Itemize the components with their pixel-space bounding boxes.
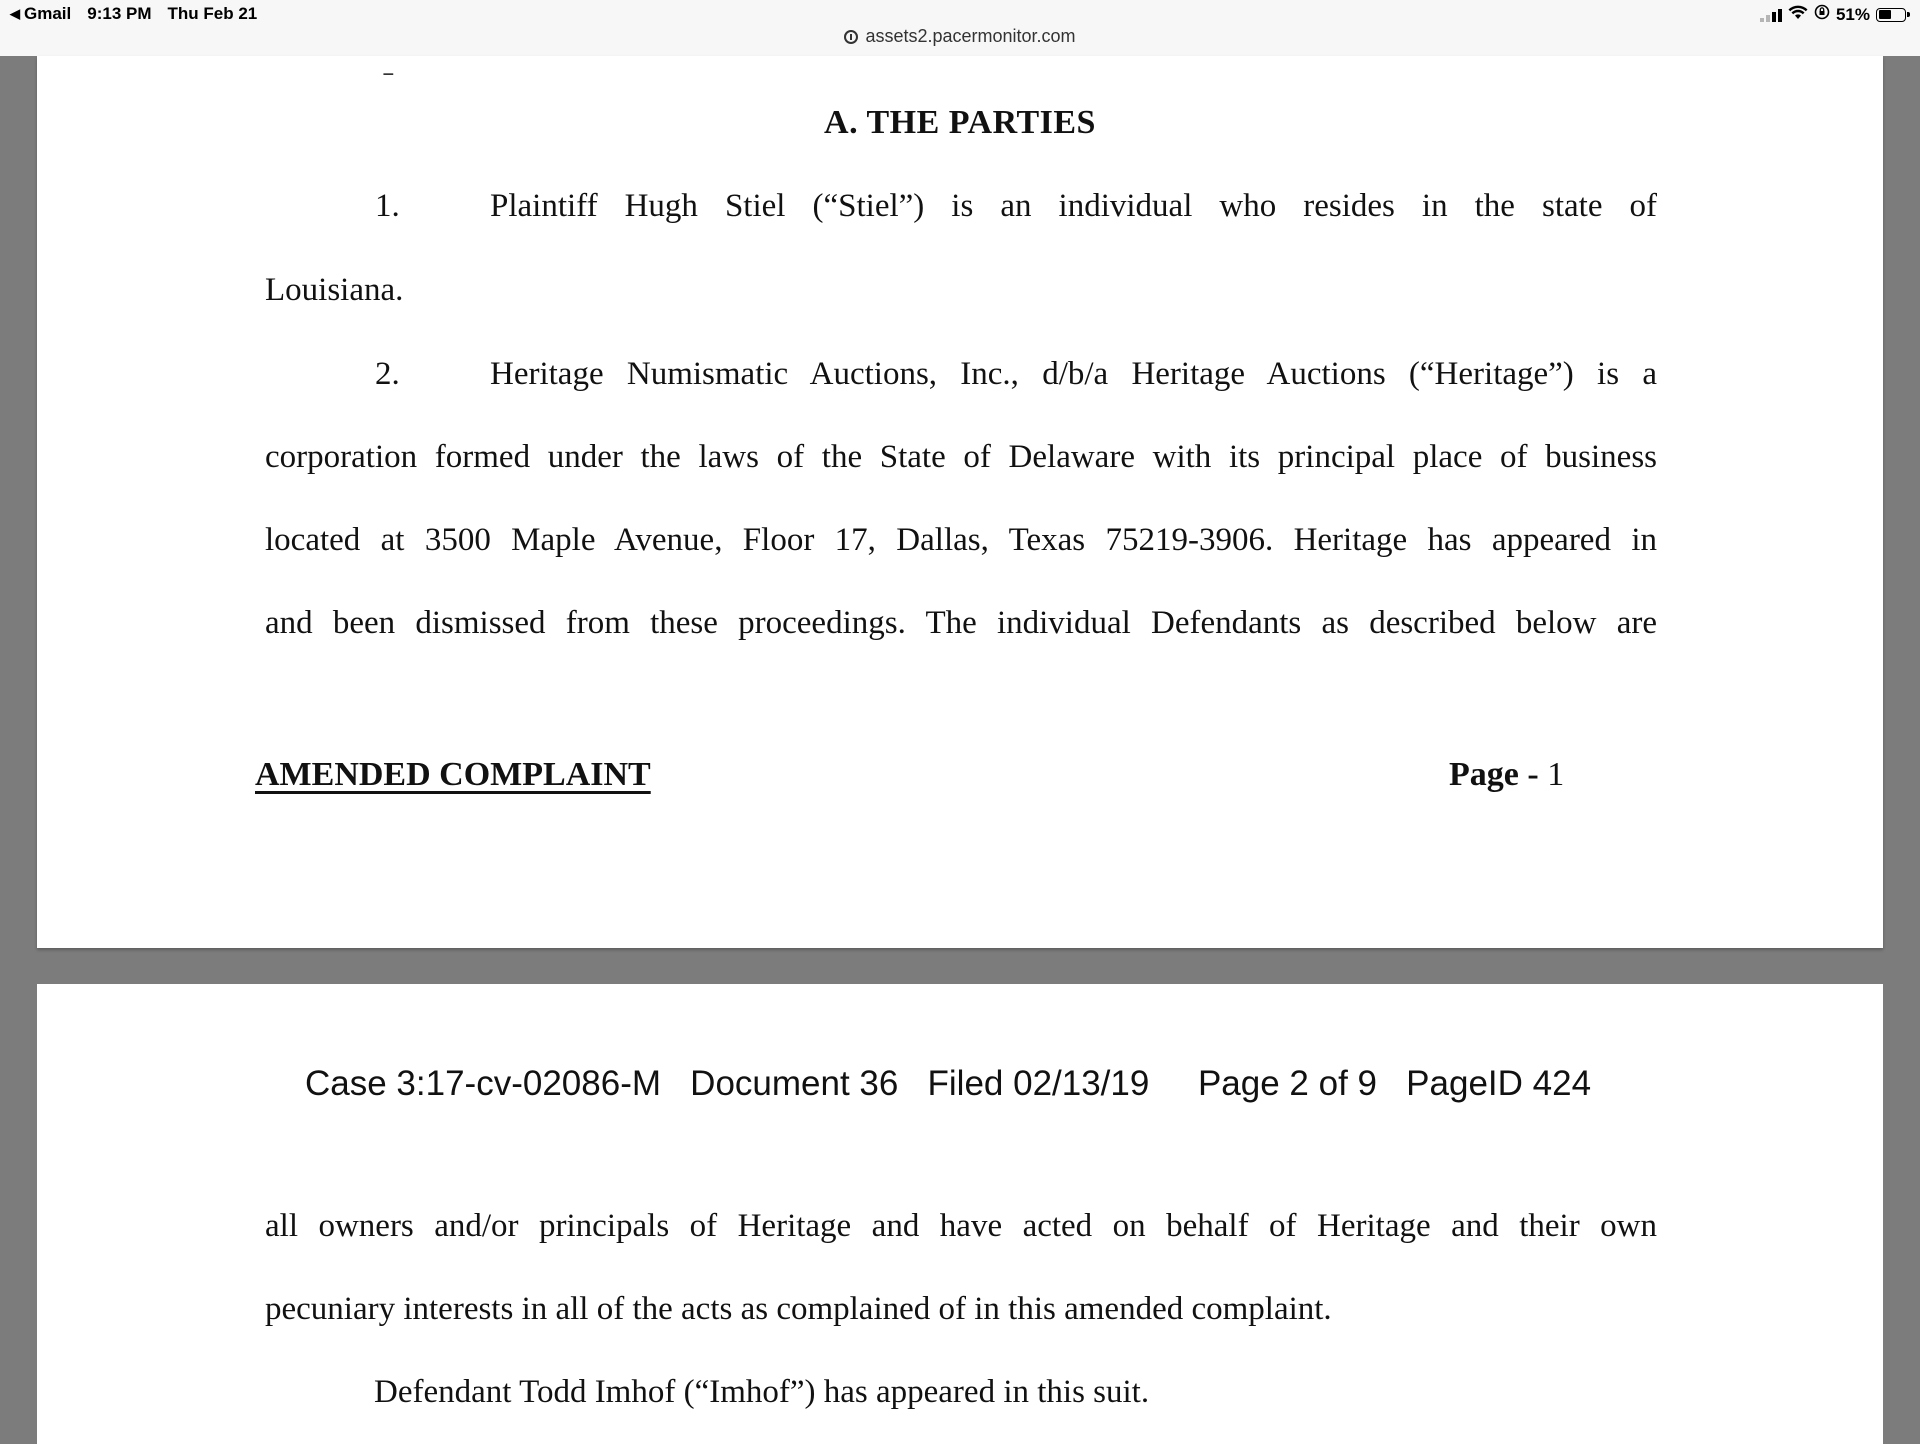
- pdf-page-1: [37, 42, 1883, 948]
- battery-percent: 51%: [1835, 4, 1870, 24]
- status-date: Thu Feb 21: [167, 4, 258, 23]
- paragraph-text-line: all owners and/or principals of Heritage and have acted on behalf of Heritage and their own: [265, 1208, 1657, 1244]
- paragraph-text-line: and been dismissed from these proceedings. The individual Defendants as described below are: [265, 605, 1657, 641]
- paragraph-text-line: Louisiana.: [265, 272, 404, 308]
- paragraph-text-line: Defendant Todd Imhof (“Imhof”) has appeared in this suit.: [374, 1374, 1150, 1410]
- footer-document-title: AMENDED COMPLAINT: [255, 756, 651, 793]
- wifi-icon: [1788, 5, 1808, 25]
- section-heading: A. THE PARTIES: [824, 104, 1096, 141]
- footer-page-number: [1449, 756, 1564, 794]
- cellular-signal-icon: [1760, 8, 1782, 22]
- footer-page-label: Page -: [1449, 756, 1539, 793]
- paragraph-text-line: Heritage Numismatic Auctions, Inc., d/b/a Heritage Auctions (“Heritage”) is a: [490, 356, 1657, 392]
- cropped-text-fragment: ˍ: [383, 42, 394, 78]
- paragraph-number: 1.: [375, 188, 400, 224]
- status-bar-left: [10, 4, 257, 24]
- case-header: Case 3:17-cv-02086-M Document 36 Filed 02/13/19 Page 2 of 9 PageID 424: [305, 1064, 1592, 1103]
- battery-fill: [1879, 10, 1892, 19]
- paragraph-number: 2.: [375, 356, 400, 392]
- paragraph-text-line: pecuniary interests in all of the acts as complained of in this amended complaint.: [265, 1291, 1332, 1327]
- info-icon: [844, 30, 858, 44]
- paragraph-text-line: corporation formed under the laws of the State of Delaware with its principal place of business: [265, 439, 1657, 475]
- back-arrow-icon[interactable]: ◀: [10, 6, 20, 21]
- status-bar-right: [1760, 4, 1906, 25]
- url-host[interactable]: assets2.pacermonitor.com: [865, 26, 1076, 46]
- footer-page-value: 1: [1547, 756, 1565, 793]
- paragraph-text-line: Plaintiff Hugh Stiel (“Stiel”) is an individual who resides in the state of: [490, 188, 1657, 224]
- back-to-app-link[interactable]: Gmail: [24, 4, 72, 23]
- status-time: 9:13 PM: [87, 4, 152, 23]
- pdf-page-2: [37, 984, 1883, 1444]
- url-bar[interactable]: [0, 26, 1920, 47]
- battery-icon: [1876, 8, 1906, 22]
- status-bar: [0, 0, 1920, 56]
- paragraph-text-line: located at 3500 Maple Avenue, Floor 17, Dallas, Texas 75219-3906. Heritage has appeared in: [265, 522, 1657, 558]
- orientation-lock-icon: [1814, 4, 1830, 25]
